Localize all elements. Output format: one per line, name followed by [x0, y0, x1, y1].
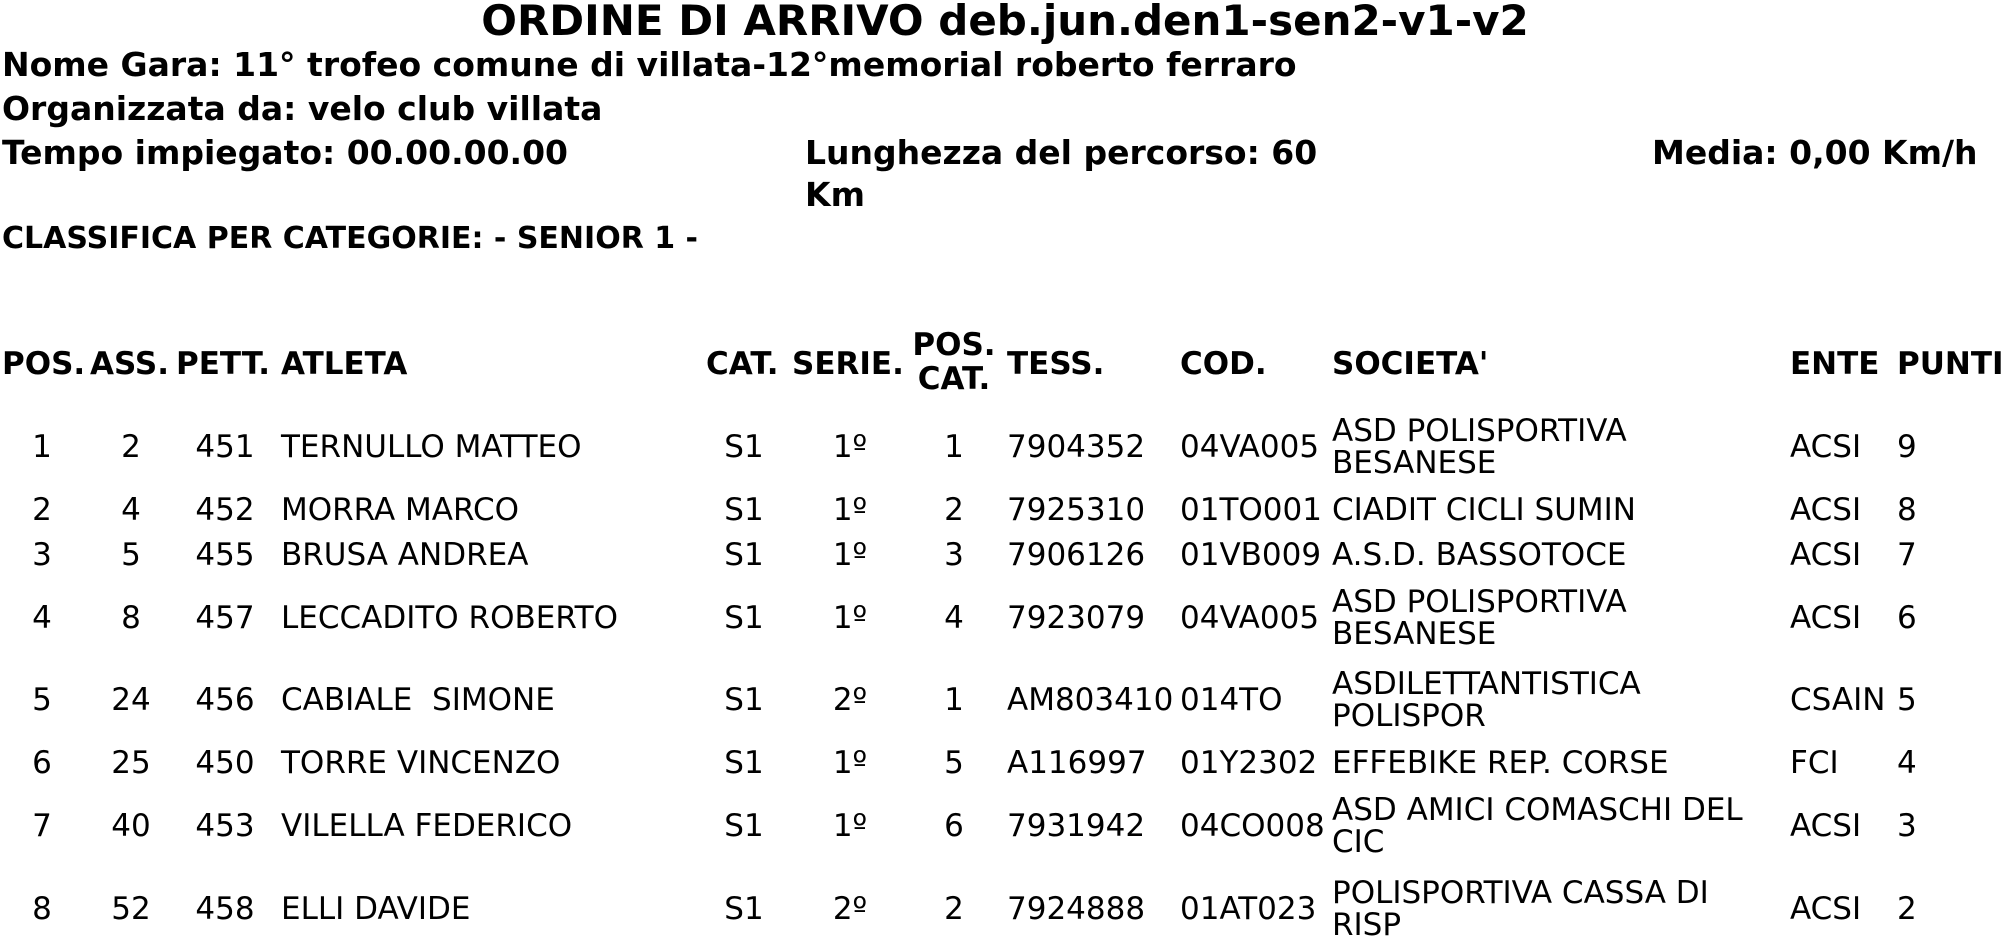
cell-punti: 6	[1897, 600, 1917, 636]
page-title: ORDINE DI ARRIVO deb.jun.den1-sen2-v1-v2	[481, 0, 1529, 45]
col-header-serie: SERIE.	[792, 346, 904, 382]
cell-pos: 1	[32, 429, 52, 465]
cell-cat: S1	[724, 600, 764, 636]
cell-pett: 456	[195, 682, 255, 718]
cell-serie: 1º	[832, 745, 868, 781]
cell-atleta: VILELLA FEDERICO	[281, 808, 573, 844]
cell-atleta: BRUSA ANDREA	[281, 537, 529, 573]
cell-ass: 4	[121, 492, 141, 528]
cell-pos-cat: 1	[944, 429, 964, 465]
cell-cat: S1	[724, 492, 764, 528]
cell-pett: 455	[195, 537, 255, 573]
cell-ass: 40	[111, 808, 151, 844]
cell-pett: 457	[195, 600, 255, 636]
col-header-atleta: ATLETA	[281, 346, 408, 382]
cell-societa: EFFEBIKE REP. CORSE	[1332, 745, 1669, 781]
cell-ass: 5	[121, 537, 141, 573]
cell-tess: 7906126	[1007, 537, 1146, 573]
cell-serie: 1º	[832, 537, 868, 573]
cell-pos: 3	[32, 537, 52, 573]
cell-pos: 4	[32, 600, 52, 636]
cell-societa: ASDILETTANTISTICA POLISPOR	[1332, 666, 1641, 734]
cell-serie: 2º	[832, 891, 868, 927]
cell-societa: ASD POLISPORTIVA BESANESE	[1332, 413, 1627, 481]
cell-punti: 7	[1897, 537, 1917, 573]
col-header-pos: POS.	[2, 346, 86, 382]
cell-punti: 4	[1897, 745, 1917, 781]
col-header-tess: TESS.	[1007, 346, 1105, 382]
course-length: Lunghezza del percorso: 60 Km	[805, 133, 1318, 214]
cell-tess: 7924888	[1007, 891, 1146, 927]
col-header-ass: ASS.	[90, 346, 170, 382]
cell-cat: S1	[724, 682, 764, 718]
cell-ente: FCI	[1790, 745, 1839, 781]
cell-pos: 7	[32, 808, 52, 844]
cell-punti: 3	[1897, 808, 1917, 844]
cell-pett: 452	[195, 492, 255, 528]
cell-tess: A116997	[1007, 745, 1147, 781]
cell-pos-cat: 5	[944, 745, 964, 781]
cell-atleta: MORRA MARCO	[281, 492, 520, 528]
cell-cat: S1	[724, 808, 764, 844]
table-row	[0, 872, 2010, 946]
cell-cod: 04VA005	[1180, 600, 1320, 636]
cell-atleta: ELLI DAVIDE	[281, 891, 471, 927]
cell-atleta: LECCADITO ROBERTO	[281, 600, 618, 636]
cell-pos-cat: 2	[944, 492, 964, 528]
cell-cod: 014TO	[1180, 682, 1283, 718]
cell-pos-cat: 6	[944, 808, 964, 844]
cell-ass: 25	[111, 745, 151, 781]
col-header-ente: ENTE	[1790, 346, 1880, 382]
table-row	[0, 410, 2010, 484]
cell-ente: ACSI	[1790, 429, 1862, 465]
table-row	[0, 488, 2010, 532]
col-header-cod: COD.	[1180, 346, 1267, 382]
cell-punti: 2	[1897, 891, 1917, 927]
cell-punti: 5	[1897, 682, 1917, 718]
col-header-pos-cat-line2: CAT.	[917, 361, 991, 397]
cell-pett: 453	[195, 808, 255, 844]
cell-pos-cat: 3	[944, 537, 964, 573]
cell-ente: ACSI	[1790, 600, 1862, 636]
cell-ass: 2	[121, 429, 141, 465]
cell-ente: ACSI	[1790, 492, 1862, 528]
cell-tess: 7923079	[1007, 600, 1146, 636]
cell-ente: CSAIN	[1790, 682, 1886, 718]
cell-cod: 01VB009	[1180, 537, 1322, 573]
cell-cod: 01AT023	[1180, 891, 1317, 927]
table-row	[0, 741, 2010, 785]
cell-tess: AM803410	[1007, 682, 1174, 718]
cell-atleta: TERNULLO MATTEO	[281, 429, 582, 465]
col-header-pett: PETT.	[176, 346, 270, 382]
category-heading: CLASSIFICA PER CATEGORIE: - SENIOR 1 -	[2, 221, 699, 256]
cell-societa: A.S.D. BASSOTOCE	[1332, 537, 1627, 573]
cell-pett: 450	[195, 745, 255, 781]
cell-pos-cat: 4	[944, 600, 964, 636]
cell-tess: 7931942	[1007, 808, 1146, 844]
col-header-pos-cat	[912, 328, 996, 396]
cell-cod: 01Y2302	[1180, 745, 1318, 781]
table-row	[0, 789, 2010, 863]
average-speed: Media: 0,00 Km/h	[1652, 133, 1978, 172]
cell-cat: S1	[724, 745, 764, 781]
cell-pett: 458	[195, 891, 255, 927]
cell-ass: 52	[111, 891, 151, 927]
cell-pos-cat: 2	[944, 891, 964, 927]
cell-cat: S1	[724, 429, 764, 465]
cell-pos: 6	[32, 745, 52, 781]
cell-ente: ACSI	[1790, 537, 1862, 573]
cell-tess: 7925310	[1007, 492, 1146, 528]
col-header-punti: PUNTI	[1897, 346, 2004, 382]
cell-serie: 1º	[832, 808, 868, 844]
cell-societa: POLISPORTIVA CASSA DI RISP	[1332, 875, 1709, 943]
cell-pett: 451	[195, 429, 255, 465]
cell-atleta: TORRE VINCENZO	[281, 745, 561, 781]
cell-serie: 1º	[832, 492, 868, 528]
cell-ass: 8	[121, 600, 141, 636]
cell-tess: 7904352	[1007, 429, 1146, 465]
col-header-societa: SOCIETA'	[1332, 346, 1489, 382]
cell-atleta: CABIALE SIMONE	[281, 682, 555, 718]
cell-punti: 8	[1897, 492, 1917, 528]
race-name: Nome Gara: 11° trofeo comune di villata-12°memorial roberto ferraro	[2, 45, 1297, 84]
cell-pos: 5	[32, 682, 52, 718]
cell-pos: 2	[32, 492, 52, 528]
cell-ente: ACSI	[1790, 808, 1862, 844]
cell-cat: S1	[724, 891, 764, 927]
cell-ente: ACSI	[1790, 891, 1862, 927]
cell-pos-cat: 1	[944, 682, 964, 718]
cell-ass: 24	[111, 682, 151, 718]
col-header-pos-cat-line1: POS.	[912, 327, 996, 363]
time-spent: Tempo impiegato: 00.00.00.00	[2, 133, 569, 172]
organizer: Organizzata da: velo club villata	[2, 89, 603, 128]
cell-societa: ASD POLISPORTIVA BESANESE	[1332, 584, 1627, 652]
cell-cod: 04VA005	[1180, 429, 1320, 465]
cell-serie: 1º	[832, 600, 868, 636]
cell-serie: 1º	[832, 429, 868, 465]
cell-cod: 04CO008	[1180, 808, 1325, 844]
cell-societa: CIADIT CICLI SUMIN	[1332, 492, 1636, 528]
cell-punti: 9	[1897, 429, 1917, 465]
cell-pos: 8	[32, 891, 52, 927]
col-header-cat: CAT.	[706, 346, 779, 382]
cell-cat: S1	[724, 537, 764, 573]
table-row	[0, 533, 2010, 577]
table-row	[0, 581, 2010, 655]
cell-serie: 2º	[832, 682, 868, 718]
cell-societa: ASD AMICI COMASCHI DEL CIC	[1332, 792, 1743, 860]
cell-cod: 01TO001	[1180, 492, 1322, 528]
table-row	[0, 663, 2010, 737]
